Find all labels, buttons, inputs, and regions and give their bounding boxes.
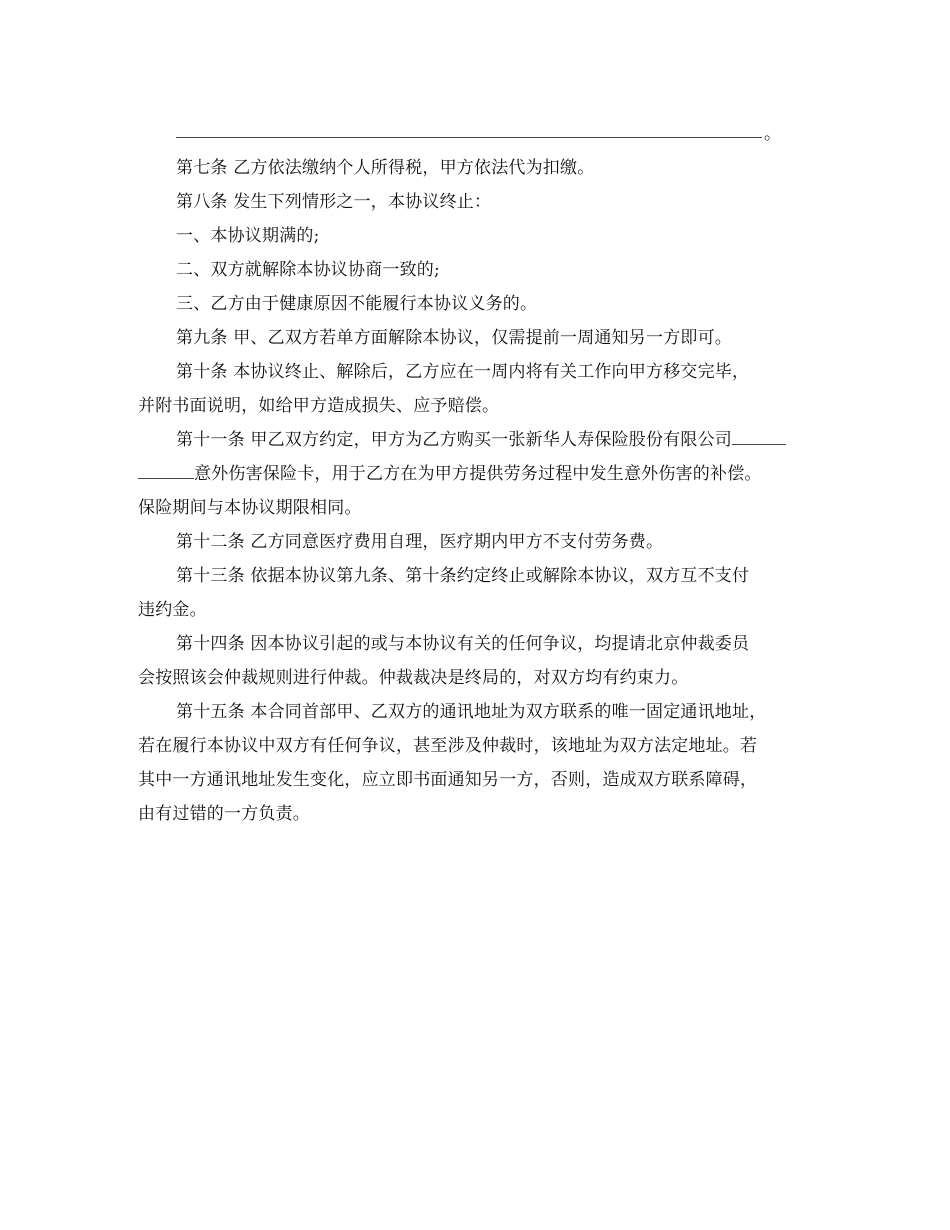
clause-12: 第十二条 乙方同意医疗费用自理，医疗期内甲方不支付劳务费。 (176, 532, 664, 552)
clause-11-line-1 (138, 423, 838, 457)
clause-8-item-3: 三、乙方由于健康原因不能履行本协议义务的。 (176, 294, 538, 314)
clause-11-text-2: 意外伤害保险卡，用于乙方在为甲方提供劳务过程中发生意外伤害的补偿。 (194, 464, 762, 484)
clause-11-line-2 (138, 457, 838, 491)
clause-11-text-1: 第十一条 甲乙双方约定，甲方为乙方购买一张新华人寿保险股份有限公司 (176, 430, 733, 450)
clause-14-line-2: 会按照该会仲裁规则进行仲裁。仲裁裁决是终局的，对双方均有约束力。 (138, 668, 689, 688)
fill-in-blank-line (138, 117, 838, 151)
clause-9: 第九条 甲、乙双方若单方面解除本协议，仅需提前一周通知另一方即可。 (176, 328, 733, 348)
clause-15-line-3: 其中一方通讯地址发生变化，应立即书面通知另一方，否则，造成双方联系障碍， (138, 770, 758, 790)
clause-11-line-3: 保险期间与本协议期限相同。 (138, 498, 362, 518)
blank-underline (138, 458, 194, 479)
clause-7: 第七条 乙方依法缴纳个人所得税，甲方依法代为扣缴。 (176, 158, 595, 178)
clause-13-line-1: 第十三条 依据本协议第九条、第十条约定终止或解除本协议，双方互不支付 (176, 566, 750, 586)
clause-15-line-4: 由有过错的一方负责。 (138, 804, 310, 824)
clause-13-line-2: 违约金。 (138, 600, 207, 620)
blank-underline (732, 424, 786, 445)
clause-10-line-2: 并附书面说明，如给甲方造成损失、应予赔偿。 (138, 396, 500, 416)
clause-8: 第八条 发生下列情形之一，本协议终止： (176, 192, 492, 212)
blank-underline (176, 137, 762, 138)
clause-15-line-1: 第十五条 本合同首部甲、乙双方的通讯地址为双方联系的唯一固定通讯地址， (176, 702, 767, 722)
clause-14-line-1: 第十四条 因本协议引起的或与本协议有关的任何争议，均提请北京仲裁委员 (176, 634, 750, 654)
clause-8-item-2: 二、双方就解除本协议协商一致的; (176, 260, 440, 280)
document-body (138, 117, 838, 831)
clause-8-item-1: 一、本协议期满的; (176, 226, 320, 246)
clause-10-line-1: 第十条 本协议终止、解除后，乙方应在一周内将有关工作向甲方移交完毕， (176, 362, 750, 382)
clause-15-line-2: 若在履行本协议中双方有任何争议，甚至涉及仲裁时，该地址为双方法定地址。若 (138, 736, 758, 756)
blank-end-mark: 。 (764, 124, 781, 144)
